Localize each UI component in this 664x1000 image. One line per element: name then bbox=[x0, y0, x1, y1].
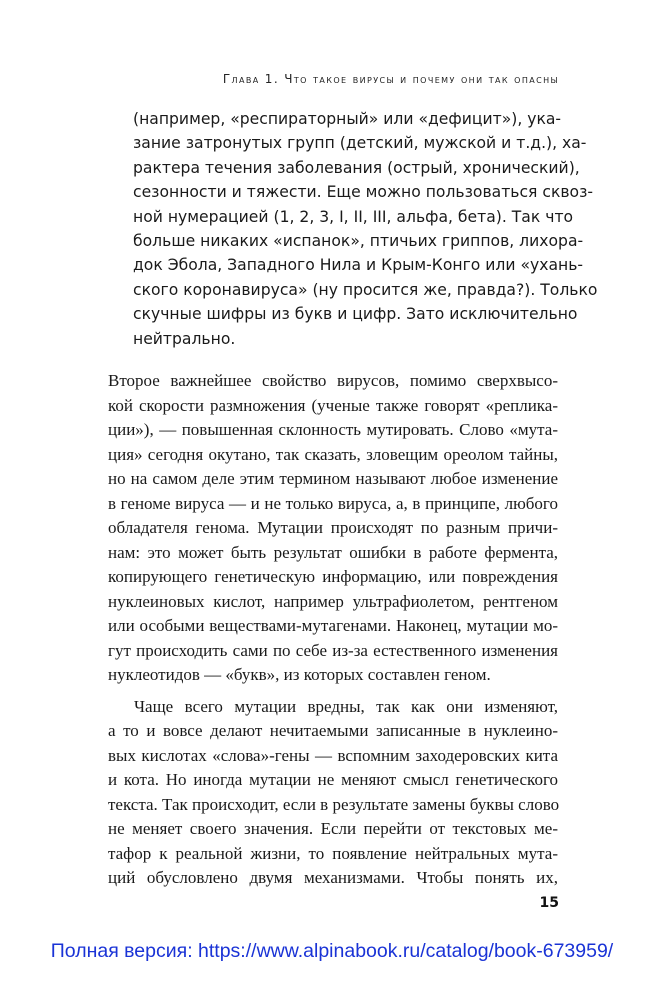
sidebar-line: док Эбола, Западного Нила и Крым-Конго или «ухань- bbox=[133, 256, 584, 275]
sidebar-line: сезонности и тяжести. Еще можно пользоваться сквоз- bbox=[133, 183, 594, 202]
text-line: и кота. Но иногда мутации не меняют смысл генетического bbox=[108, 770, 558, 789]
text-line: Чаще всего мутации вредны, так как они изменяют, bbox=[134, 696, 558, 716]
text-line: кой скорости размножения (ученые также говорят «реплика- bbox=[108, 395, 558, 415]
text-line: тафор к реальной жизни, то появление нейтральных мута- bbox=[108, 843, 558, 863]
full-version-link[interactable]: Полная версия: https://www.alpinabook.ru/catalog/book-673959/ bbox=[50, 940, 614, 962]
sidebar-line: (например, «респираторный» или «дефицит»), ука- bbox=[133, 110, 562, 128]
text-line: не меняет своего значения. Если перейти от текстовых ме- bbox=[108, 819, 558, 838]
text-line: ции»), — повышенная склонность мутировать. Слово «мута- bbox=[108, 420, 558, 439]
sidebar-line: скучные шифры из букв и цифр. Зато исключительно bbox=[133, 305, 578, 324]
text-line: нуклеотидов — «букв», из которых составлен геном. bbox=[108, 665, 491, 684]
running-head: Глава 1. Что такое вирусы и почему они так опасны bbox=[222, 72, 559, 86]
text-line: нуклеиновых кислот, например ультрафиолетом, рентгеном bbox=[108, 591, 558, 611]
sidebar-line: нейтрально. bbox=[133, 329, 236, 348]
text-line: гут происходить сами по себе из-за естественного изменения bbox=[108, 640, 558, 660]
text-line: но на самом деле этим термином называют любое изменение bbox=[108, 469, 558, 488]
paragraph-gap bbox=[108, 688, 558, 695]
sidebar-line: ной нумерацией (1, 2, 3, I, II, III, альфа, бета). Так что bbox=[133, 207, 574, 226]
text-line: Второе важнейшее свойство вирусов, помимо сверхвысо- bbox=[108, 371, 558, 390]
text-line: копирующего генетическую информацию, или повреждения bbox=[108, 567, 558, 586]
main-text bbox=[108, 369, 558, 891]
text-line: ций обусловлено двумя механизмами. Чтобы понять их, bbox=[108, 868, 558, 887]
text-line: ция» сегодня окутано, так сказать, зловещим ореолом тайны, bbox=[108, 444, 558, 464]
sidebar-line: зание затронутых групп (детский, мужской и т.д.), ха- bbox=[133, 134, 587, 153]
text-line: нам: это может быть результат ошибки в работе фермента, bbox=[108, 542, 558, 562]
sidebar-line: рактера течения заболевания (острый, хронический), bbox=[133, 158, 580, 177]
sidebar-line: ского коронавируса» (ну просится же, правда?). Только bbox=[133, 280, 598, 299]
paragraph-1 bbox=[108, 369, 558, 688]
text-line: обладателя генома. Мутации происходят по разным причи- bbox=[108, 518, 558, 537]
text-line: вых кислотах «слова»-гены — вспомним заходеровских кита bbox=[108, 745, 558, 765]
sidebar-line: больше никаких «испанок», птичьих гриппов, лихора- bbox=[133, 232, 584, 251]
text-line: в геноме вируса — и не только вируса, а, в принципе, любого bbox=[108, 493, 558, 513]
page-number: 15 bbox=[539, 895, 559, 911]
paragraph-2 bbox=[108, 695, 558, 891]
text-line: или особыми веществами-мутагенами. Наконец, мутации мо- bbox=[108, 616, 558, 635]
text-line: а то и вовсе делают нечитаемыми записанные в нуклеино- bbox=[108, 721, 558, 740]
sidebar-note bbox=[133, 107, 598, 351]
text-line: текста. Так происходит, если в результате замены буквы слово bbox=[108, 794, 560, 814]
